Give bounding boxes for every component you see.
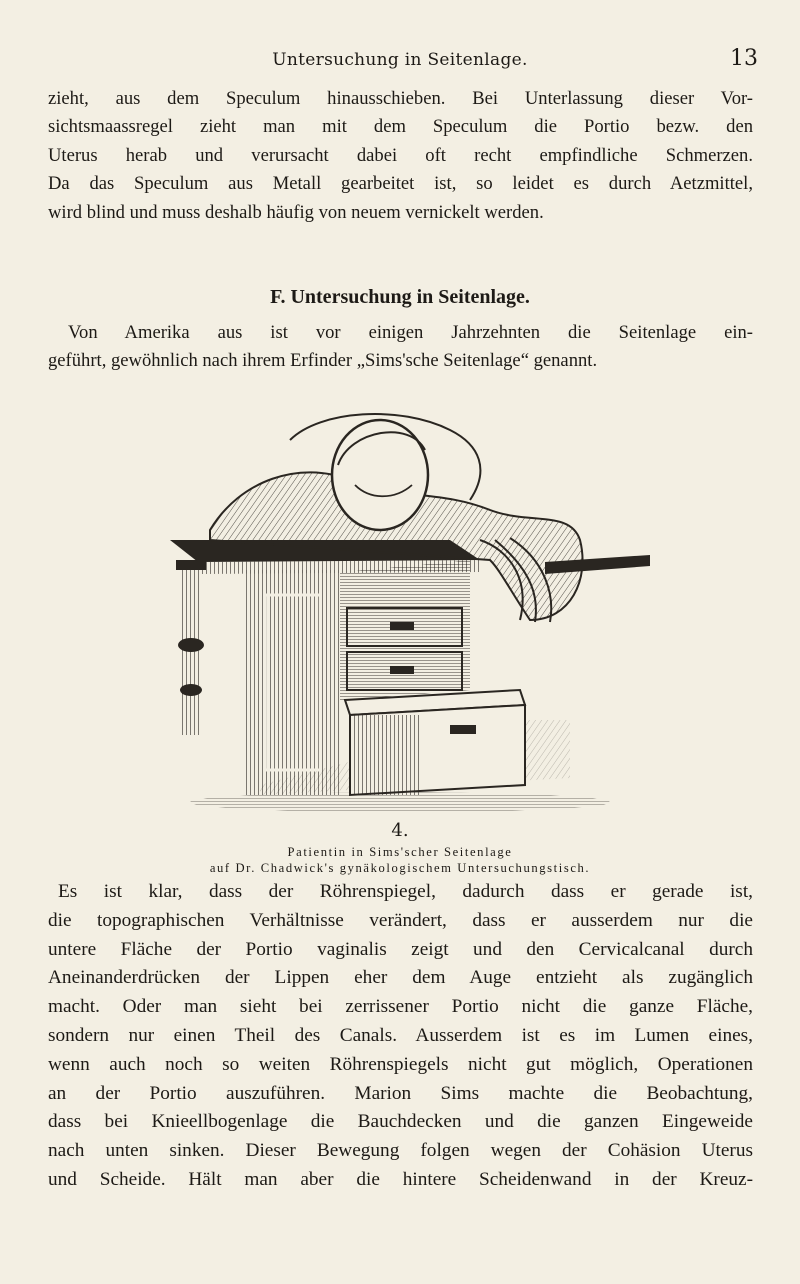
text-line: geführt, gewöhnlich nach ihrem Erfinder „Sims'sche Seitenlage“ genannt. [48, 350, 598, 372]
text-line: zieht, aus dem Speculum hinausschieben. Bei Unterlassung dieser Vor- [48, 88, 753, 109]
text-line: sondern nur einen Theil des Canals. Ausserdem ist es im Lumen eines, [48, 1024, 753, 1046]
figure-caption-line-2: auf Dr. Chadwick's gynäkologischem Untersuchungstisch. [209, 861, 591, 875]
text-line: Aneinanderdrücken der Lippen eher dem Auge entzieht als zugänglich [48, 967, 753, 989]
figure-number: 4. [391, 820, 409, 841]
text-line: Von Amerika aus ist vor einigen Jahrzehnten die Seitenlage ein- [68, 322, 753, 343]
text-line: Uterus herab und verursacht dabei oft recht empfindliche Schmerzen. [48, 144, 753, 166]
text-line: und Scheide. Hält man aber die hintere Scheidenwand in der Kreuz- [48, 1168, 753, 1190]
paragraph-roehrenspiegel [48, 878, 753, 1195]
figure-caption-line-1: Patientin in Sims'scher Seitenlage [287, 845, 513, 859]
text-line: die topographischen Verhältnisse verändert, dass er ausserdem nur die [48, 909, 753, 931]
text-line: Da das Speculum aus Metall gearbeitet ist, so leidet es durch Aetzmittel, [48, 173, 753, 195]
running-title: Untersuchung in Seitenlage. [272, 50, 528, 70]
text-line: Es ist klar, dass der Röhrenspiegel, dadurch dass er gerade ist, [58, 881, 753, 902]
section-heading: F. Untersuchung in Seitenlage. [270, 286, 530, 308]
text-line: an der Portio auszuführen. Marion Sims machte die Beobachtung, [48, 1082, 753, 1104]
paragraph-intro [48, 319, 753, 376]
text-line: wird blind und muss deshalb häufig von neuem vernickelt werden. [48, 201, 544, 223]
text-line: untere Fläche der Portio vaginalis zeigt und den Cervicalcanal durch [48, 938, 753, 960]
text-line: nach unten sinken. Dieser Bewegung folgen wegen der Cohäsion Uterus [48, 1140, 753, 1162]
text-line: macht. Oder man sieht bei zerrissener Portio nicht die ganze Fläche, [48, 996, 753, 1018]
text-line: wenn auch noch so weiten Röhrenspiegels nicht gut möglich, Operationen [48, 1053, 753, 1075]
text-line: dass bei Knieellbogenlage die Bauchdecken und die ganzen Eingeweide [48, 1111, 753, 1133]
paragraph-speculum [48, 85, 753, 227]
page-number: 13 [730, 46, 758, 71]
examination-table-illustration [150, 390, 660, 820]
text-line: sichtsmaassregel zieht man mit dem Speculum die Portio bezw. den [48, 116, 753, 138]
